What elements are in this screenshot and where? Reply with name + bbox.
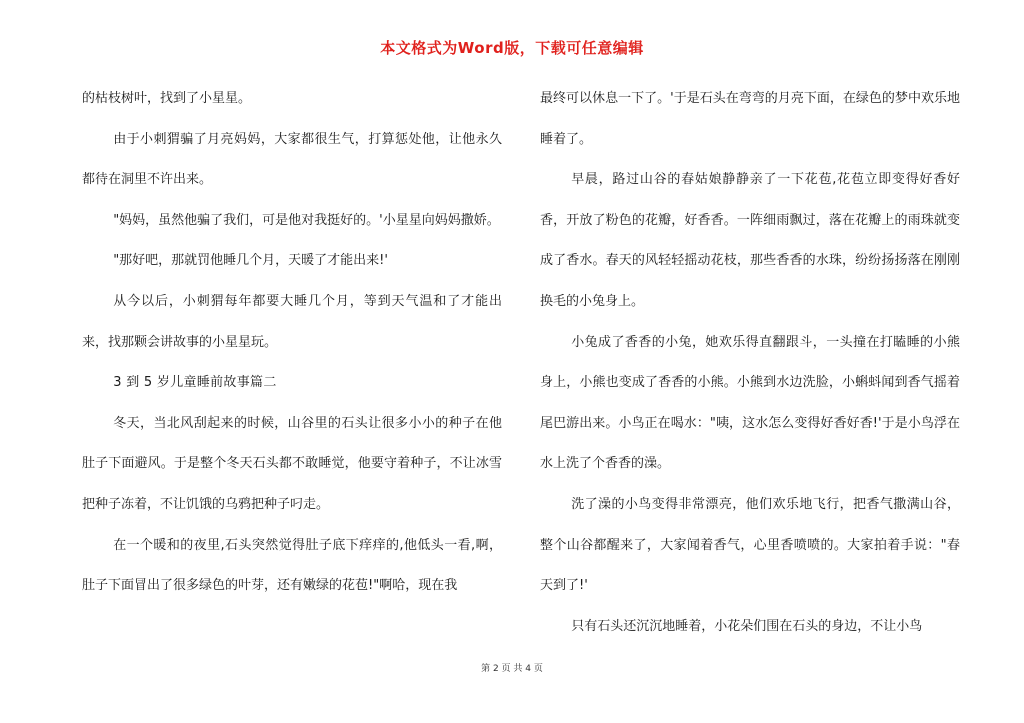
paragraph: 从今以后，小刺猬每年都要大睡几个月，等到天气温和了才能出来，找那颗会讲故事的小星星玩。 xyxy=(82,293,502,350)
paragraph: 由于小刺猬骗了月亮妈妈，大家都很生气，打算惩处他，让他永久都待在洞里不许出来。 xyxy=(82,131,502,188)
right-text-column xyxy=(540,79,960,647)
paragraph: "那好吧，那就罚他睡几个月，天暖了才能出来!' xyxy=(113,253,388,269)
paragraph: 冬天，当北风刮起来的时候，山谷里的石头让很多小小的种子在他肚子下面避风。于是整个冬天石头都不敢睡觉，他要守着种子，不让冰雪把种子冻着，不让饥饿的乌鸦把种子叼走。 xyxy=(82,415,502,512)
paragraph: 的枯枝树叶，找到了小星星。 xyxy=(82,91,252,106)
paragraph: "妈妈，虽然他骗了我们，可是他对我挺好的。'小星星向妈妈撒娇。 xyxy=(113,212,500,228)
paragraph: 在一个暖和的夜里,石头突然觉得肚子底下痒痒的,他低头一看,啊，肚子下面冒出了很多绿色的叶芽，还有嫩绿的花苞!"啊哈，现在我 xyxy=(82,537,502,594)
paragraph: 早晨，路过山谷的春姑娘静静亲了一下花苞,花苞立即变得好香好香，开放了粉色的花瓣，好香香。一阵细雨飘过，落在花瓣上的雨珠就变成了香水。春天的风轻轻摇动花枝，那些香香的水珠，纷纷扬扬落在刚刚换毛的小兔身上。 xyxy=(540,172,960,309)
paragraph: 最终可以休息一下了。'于是石头在弯弯的月亮下面，在绿色的梦中欢乐地睡着了。 xyxy=(540,91,960,147)
paragraph: 洗了澡的小鸟变得非常漂亮，他们欢乐地飞行，把香气撒满山谷，整个山谷都醒来了，大家闻着香气，心里香喷喷的。大家拍着手说："春天到了!' xyxy=(540,496,960,594)
section-heading: 3 到 5 岁儿童睡前故事篇二 xyxy=(113,375,277,391)
paragraph: 小兔成了香香的小兔，她欢乐得直翻跟斗，一头撞在打瞌睡的小熊身上，小熊也变成了香香的小熊。小熊到水边洗脸，小蝌蚪闻到香气摇着尾巴游出来。小鸟正在喝水："咦，这水怎么变得好香好香!'于是小鸟浮在水上洗了个香香的澡。 xyxy=(540,334,960,472)
document-banner: 本文格式为Word版，下载可任意编辑 xyxy=(380,39,644,57)
paragraph: 只有石头还沉沉地睡着，小花朵们围在石头的身边，不让小鸟 xyxy=(571,618,923,634)
page-number: 第 2 页 共 4 页 xyxy=(481,664,543,674)
left-text-column xyxy=(82,79,502,607)
